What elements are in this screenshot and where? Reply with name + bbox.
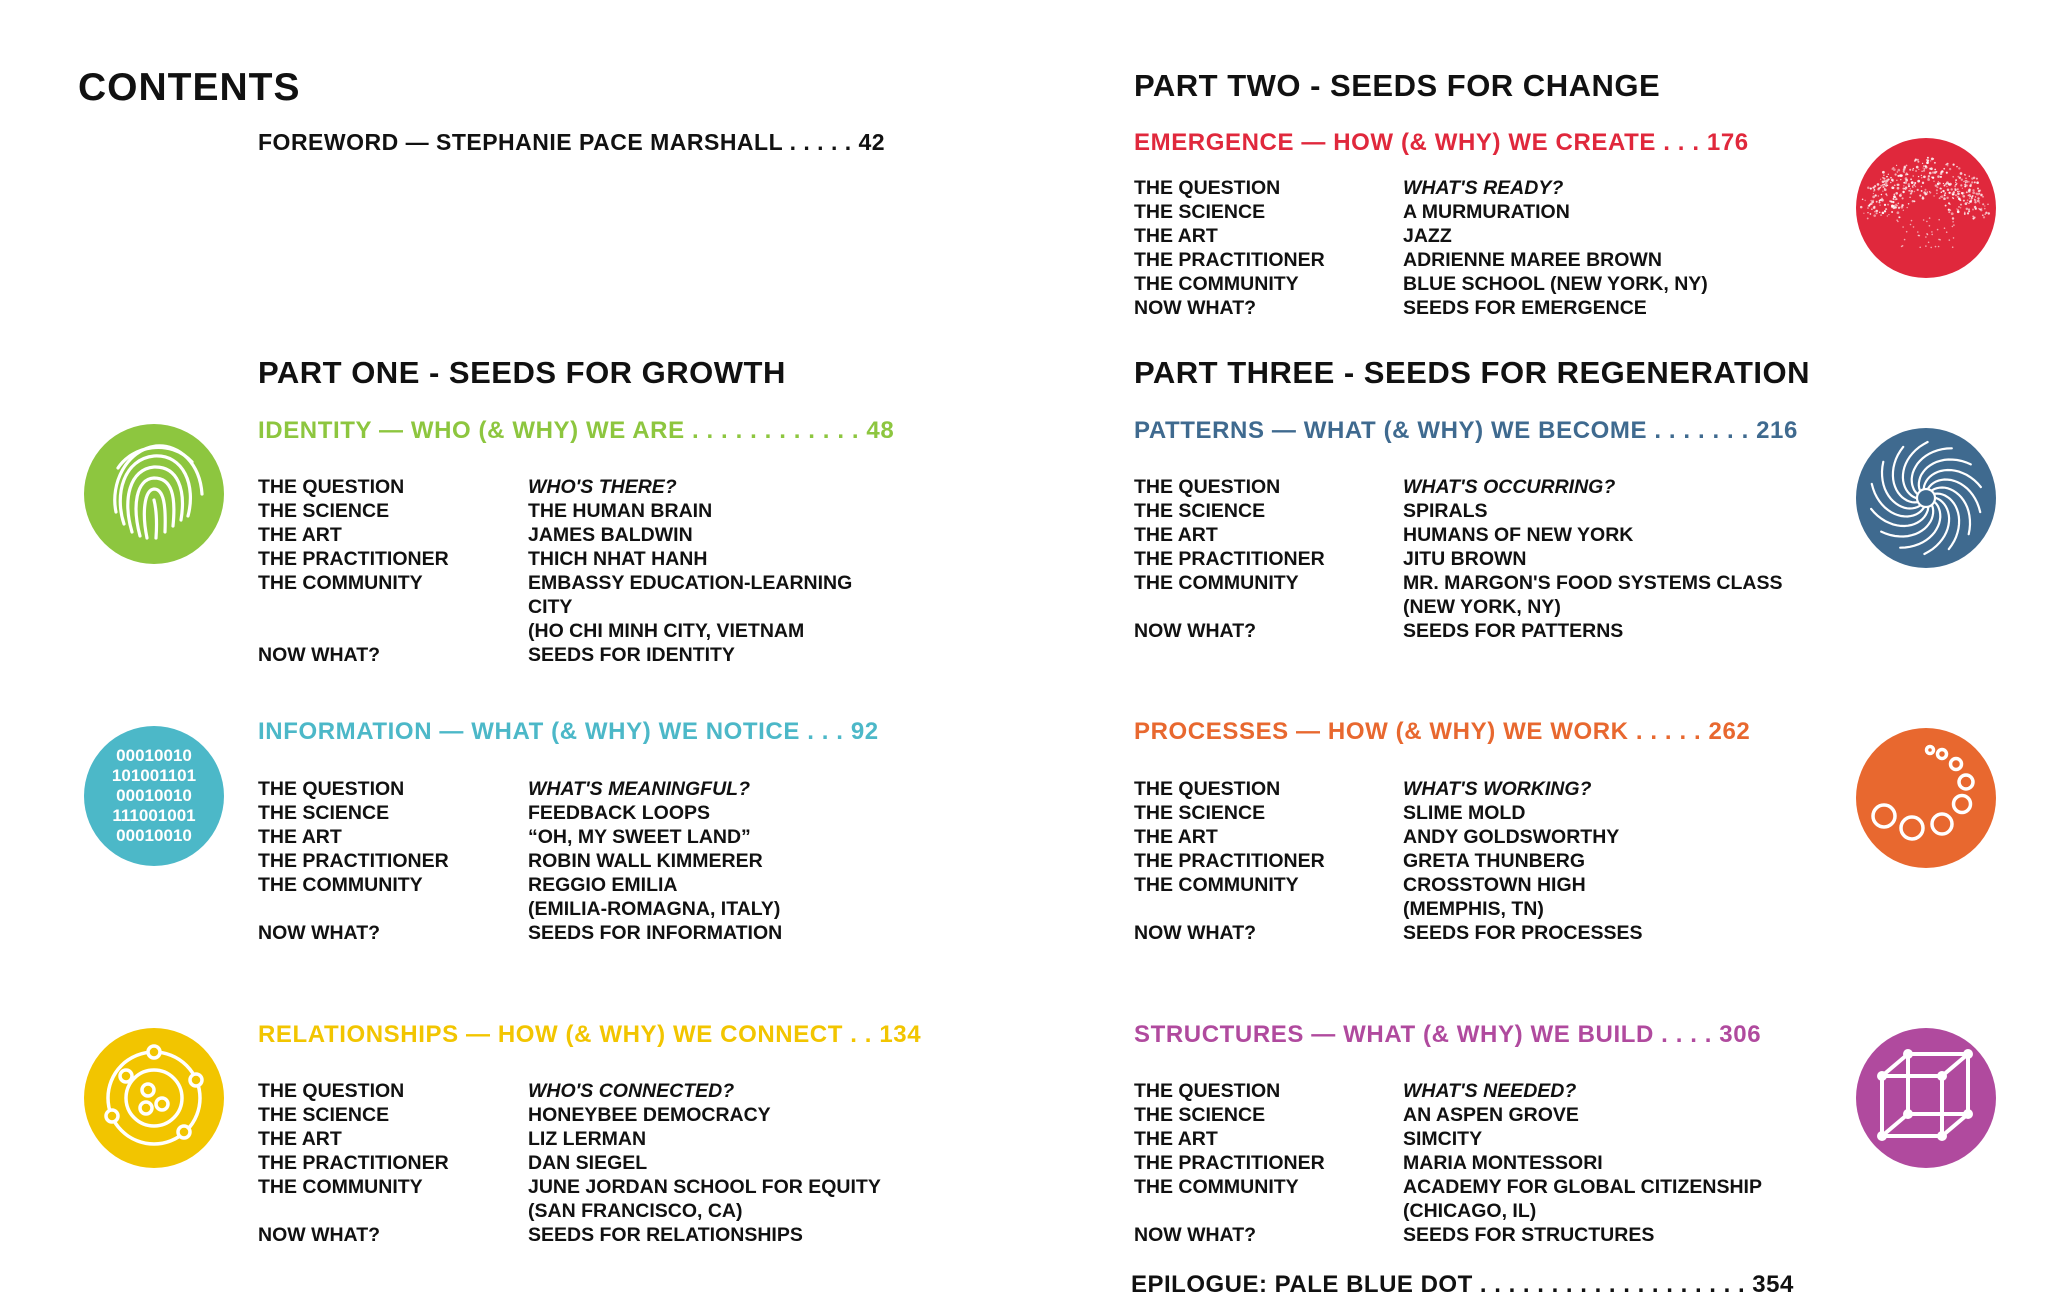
toc-row-label: THE SCIENCE [258,802,390,824]
toc-row-value: WHAT'S MEANINGFUL? [528,778,750,800]
network-orbit-icon [84,1028,224,1168]
cube-icon [1856,1028,1996,1168]
toc-row-label: NOW WHAT? [1134,620,1257,642]
toc-row-value: SEEDS FOR PROCESSES [1403,922,1643,944]
toc-row [258,499,852,523]
chapter-information-rows [258,777,782,945]
fingerprint-icon [84,424,224,564]
toc-row [258,825,782,849]
murmuration-icon [1856,138,1996,278]
toc-row-label [1134,595,1403,619]
chapter-relationships-rows [258,1079,881,1247]
toc-row-label: THE PRACTITIONER [1134,850,1325,872]
toc-row [1134,849,1642,873]
toc-row-value: SEEDS FOR EMERGENCE [1403,297,1647,319]
toc-row-label: THE COMMUNITY [1134,273,1299,295]
chapter-information-heading[interactable]: INFORMATION — WHAT (& WHY) WE NOTICE . . . 92 [258,718,879,745]
toc-row-label: THE QUESTION [1134,778,1281,800]
toc-row-value: SEEDS FOR PATTERNS [1403,620,1624,642]
toc-row-value: JAMES BALDWIN [528,524,693,546]
toc-row-label: THE SCIENCE [1134,802,1266,824]
part-three-title: PART THREE - SEEDS FOR REGENERATION [1134,355,1811,390]
toc-row-label: THE ART [1134,225,1218,247]
toc-row-label [1134,897,1403,921]
toc-row-value: SEEDS FOR STRUCTURES [1403,1224,1655,1246]
toc-row-label: THE QUESTION [258,778,405,800]
toc-row [1134,224,1708,248]
toc-row [1134,1079,1762,1103]
binary-code-icon [84,726,224,866]
toc-row-value: WHAT'S READY? [1403,177,1564,199]
toc-row-value: DAN SIEGEL [528,1152,648,1174]
toc-row [258,1223,881,1247]
chapter-processes-rows [1134,777,1642,945]
toc-row-value: ADRIENNE MAREE BROWN [1403,249,1662,271]
toc-row-label: THE SCIENCE [1134,201,1266,223]
toc-row-label: THE QUESTION [1134,476,1281,498]
toc-row [1134,1151,1762,1175]
toc-row-label: THE SCIENCE [1134,1104,1266,1126]
toc-row [1134,248,1708,272]
toc-row [1134,200,1708,224]
toc-row-value: ACADEMY FOR GLOBAL CITIZENSHIP [1403,1176,1762,1198]
binary-line: 101001101 [111,766,197,785]
toc-row-label: THE COMMUNITY [1134,572,1299,594]
toc-row-value: WHO'S CONNECTED? [528,1080,735,1102]
toc-row [258,595,852,619]
toc-row [1134,873,1642,897]
binary-line: 111001001 [112,806,196,825]
toc-row-label: THE ART [1134,1128,1218,1150]
toc-row-label: THE SCIENCE [258,500,390,522]
toc-row [1134,897,1642,921]
toc-row-value: CROSSTOWN HIGH [1403,874,1586,896]
toc-row-label: THE ART [1134,826,1218,848]
binary-line: 00010010 [116,786,192,805]
toc-row-value: (EMILIA-ROMAGNA, ITALY) [528,898,781,920]
toc-row [1134,801,1642,825]
toc-row-label [258,897,528,921]
toc-row-label: THE ART [258,524,342,546]
toc-row-label: THE QUESTION [258,1080,405,1102]
toc-row-label: THE ART [258,1128,342,1150]
toc-row-value: WHAT'S OCCURRING? [1403,476,1616,498]
toc-row [1134,1175,1762,1199]
toc-row-value: THE HUMAN BRAIN [528,500,713,522]
toc-row-label: THE PRACTITIONER [258,548,449,570]
toc-row-value: THICH NHAT HANH [528,548,708,570]
toc-row-label: NOW WHAT? [1134,922,1257,944]
toc-row [258,1127,881,1151]
toc-row [1134,272,1708,296]
toc-row [258,619,852,643]
chapter-identity-heading[interactable]: IDENTITY — WHO (& WHY) WE ARE . . . . . . . . . . . . 48 [258,417,895,444]
chapter-relationships-heading[interactable]: RELATIONSHIPS — HOW (& WHY) WE CONNECT . . 134 [258,1021,922,1048]
toc-row-label: THE QUESTION [1134,177,1281,199]
toc-row [258,475,852,499]
toc-row-label: THE ART [1134,524,1218,546]
toc-row-label [258,595,528,619]
toc-row-label: THE ART [258,826,342,848]
chapter-identity-rows [258,475,852,667]
chapter-patterns-heading[interactable]: PATTERNS — WHAT (& WHY) WE BECOME . . . . . . . 216 [1134,417,1798,444]
toc-row-label: NOW WHAT? [1134,1224,1257,1246]
toc-row [258,873,782,897]
toc-row [1134,499,1783,523]
toc-row [1134,1199,1762,1223]
toc-row-label [1134,1199,1403,1223]
toc-row-value: AN ASPEN GROVE [1403,1104,1579,1126]
toc-row-value: WHO'S THERE? [528,476,677,498]
toc-row-label: THE PRACTITIONER [258,1152,449,1174]
toc-row [1134,1127,1762,1151]
toc-row-value: JUNE JORDAN SCHOOL FOR EQUITY [528,1176,881,1198]
toc-row [1134,571,1783,595]
chapter-structures-rows [1134,1079,1762,1247]
toc-row-label: THE COMMUNITY [1134,874,1299,896]
toc-row [1134,523,1783,547]
toc-row [1134,296,1708,320]
foreword-entry[interactable]: FOREWORD — STEPHANIE PACE MARSHALL . . . . . 42 [258,129,886,155]
toc-row [258,801,782,825]
toc-row-value: SLIME MOLD [1403,802,1526,824]
chapter-emergence-rows [1134,176,1708,320]
toc-row-value: (MEMPHIS, TN) [1403,898,1544,920]
toc-row [258,1151,881,1175]
toc-row-label: THE COMMUNITY [258,874,423,896]
part-one-title: PART ONE - SEEDS FOR GROWTH [258,355,786,390]
toc-row-value: REGGIO EMILIA [528,874,678,896]
binary-line: 00010010 [116,746,192,765]
toc-row [258,897,782,921]
toc-row [258,921,782,945]
toc-row-value: JITU BROWN [1403,548,1527,570]
toc-row-label: THE COMMUNITY [258,1176,423,1198]
toc-row [258,1175,881,1199]
toc-row-value: WHAT'S NEEDED? [1403,1080,1577,1102]
toc-row-value: FEEDBACK LOOPS [528,802,711,824]
chapter-emergence-heading[interactable]: EMERGENCE — HOW (& WHY) WE CREATE . . . 176 [1134,129,1749,156]
toc-row-value: EMBASSY EDUCATION-LEARNING [528,572,853,594]
toc-row-label: THE SCIENCE [1134,500,1266,522]
toc-row-value: CITY [528,596,573,618]
toc-row [258,1103,881,1127]
toc-row [258,547,852,571]
chapter-structures-heading[interactable]: STRUCTURES — WHAT (& WHY) WE BUILD . . . . 306 [1134,1021,1762,1048]
toc-row-value: WHAT'S WORKING? [1403,778,1592,800]
toc-row-label: NOW WHAT? [1134,297,1257,319]
toc-row-value: “OH, MY SWEET LAND” [528,826,751,848]
toc-row-label: THE COMMUNITY [1134,1176,1299,1198]
toc-row-label: NOW WHAT? [258,644,381,666]
toc-row-label: THE PRACTITIONER [1134,249,1325,271]
toc-row-value: SPIRALS [1403,500,1488,522]
toc-row-value: MARIA MONTESSORI [1403,1152,1603,1174]
toc-row-label [258,1199,528,1223]
toc-row [258,777,782,801]
toc-row-value: MR. MARGON'S FOOD SYSTEMS CLASS [1403,572,1783,594]
toc-row [258,1199,881,1223]
toc-row-value: ROBIN WALL KIMMERER [528,850,763,872]
toc-row-label: NOW WHAT? [258,1224,381,1246]
toc-row-value: BLUE SCHOOL (NEW YORK, NY) [1403,273,1708,295]
chapter-patterns-rows [1134,475,1783,643]
toc-row-label: THE QUESTION [1134,1080,1281,1102]
toc-row [1134,1103,1762,1127]
part-two-title: PART TWO - SEEDS FOR CHANGE [1134,68,1661,103]
toc-row-label [258,619,528,643]
toc-row-value: SEEDS FOR INFORMATION [528,922,783,944]
toc-row [258,849,782,873]
toc-row [258,523,852,547]
toc-row-label: THE PRACTITIONER [1134,548,1325,570]
circle-sequence-icon [1856,728,1996,868]
toc-row-value: HUMANS OF NEW YORK [1403,524,1634,546]
toc-row [1134,825,1642,849]
toc-row-value: (SAN FRANCISCO, CA) [528,1200,743,1222]
toc-row [1134,921,1642,945]
toc-row [258,1079,881,1103]
page-title: CONTENTS [78,66,301,109]
toc-row-label: THE PRACTITIONER [1134,1152,1325,1174]
toc-row-value: JAZZ [1403,225,1452,247]
toc-row [1134,595,1783,619]
toc-row-value: SEEDS FOR RELATIONSHIPS [528,1224,803,1246]
toc-row [1134,777,1642,801]
toc-row-value: SEEDS FOR IDENTITY [528,644,735,666]
toc-row-value: HONEYBEE DEMOCRACY [528,1104,771,1126]
toc-row-value: A MURMURATION [1403,201,1570,223]
toc-row-value: (CHICAGO, IL) [1403,1200,1537,1222]
chapter-processes-heading[interactable]: PROCESSES — HOW (& WHY) WE WORK . . . . . 262 [1134,718,1751,745]
toc-row [1134,176,1708,200]
spiral-icon [1856,428,1996,568]
toc-row-label: THE SCIENCE [258,1104,390,1126]
toc-row-value: GRETA THUNBERG [1403,850,1585,872]
toc-row-value: (NEW YORK, NY) [1403,596,1561,618]
toc-row-label: THE QUESTION [258,476,405,498]
toc-row-label: NOW WHAT? [258,922,381,944]
toc-row [1134,547,1783,571]
toc-row-label: THE PRACTITIONER [258,850,449,872]
toc-row-value: (HO CHI MINH CITY, VIETNAM [528,620,805,642]
binary-line: 00010010 [116,826,192,845]
epilogue-entry[interactable]: EPILOGUE: PALE BLUE DOT . . . . . . . . . . . . . . . . . . . 354 [1131,1271,1794,1298]
toc-row-value: ANDY GOLDSWORTHY [1403,826,1620,848]
toc-row [258,571,852,595]
toc-row-label: THE COMMUNITY [258,572,423,594]
toc-row [1134,1223,1762,1247]
toc-row [1134,619,1783,643]
toc-row-value: LIZ LERMAN [528,1128,647,1150]
toc-row-value: SIMCITY [1403,1128,1483,1150]
toc-row [1134,475,1783,499]
toc-row [258,643,852,667]
